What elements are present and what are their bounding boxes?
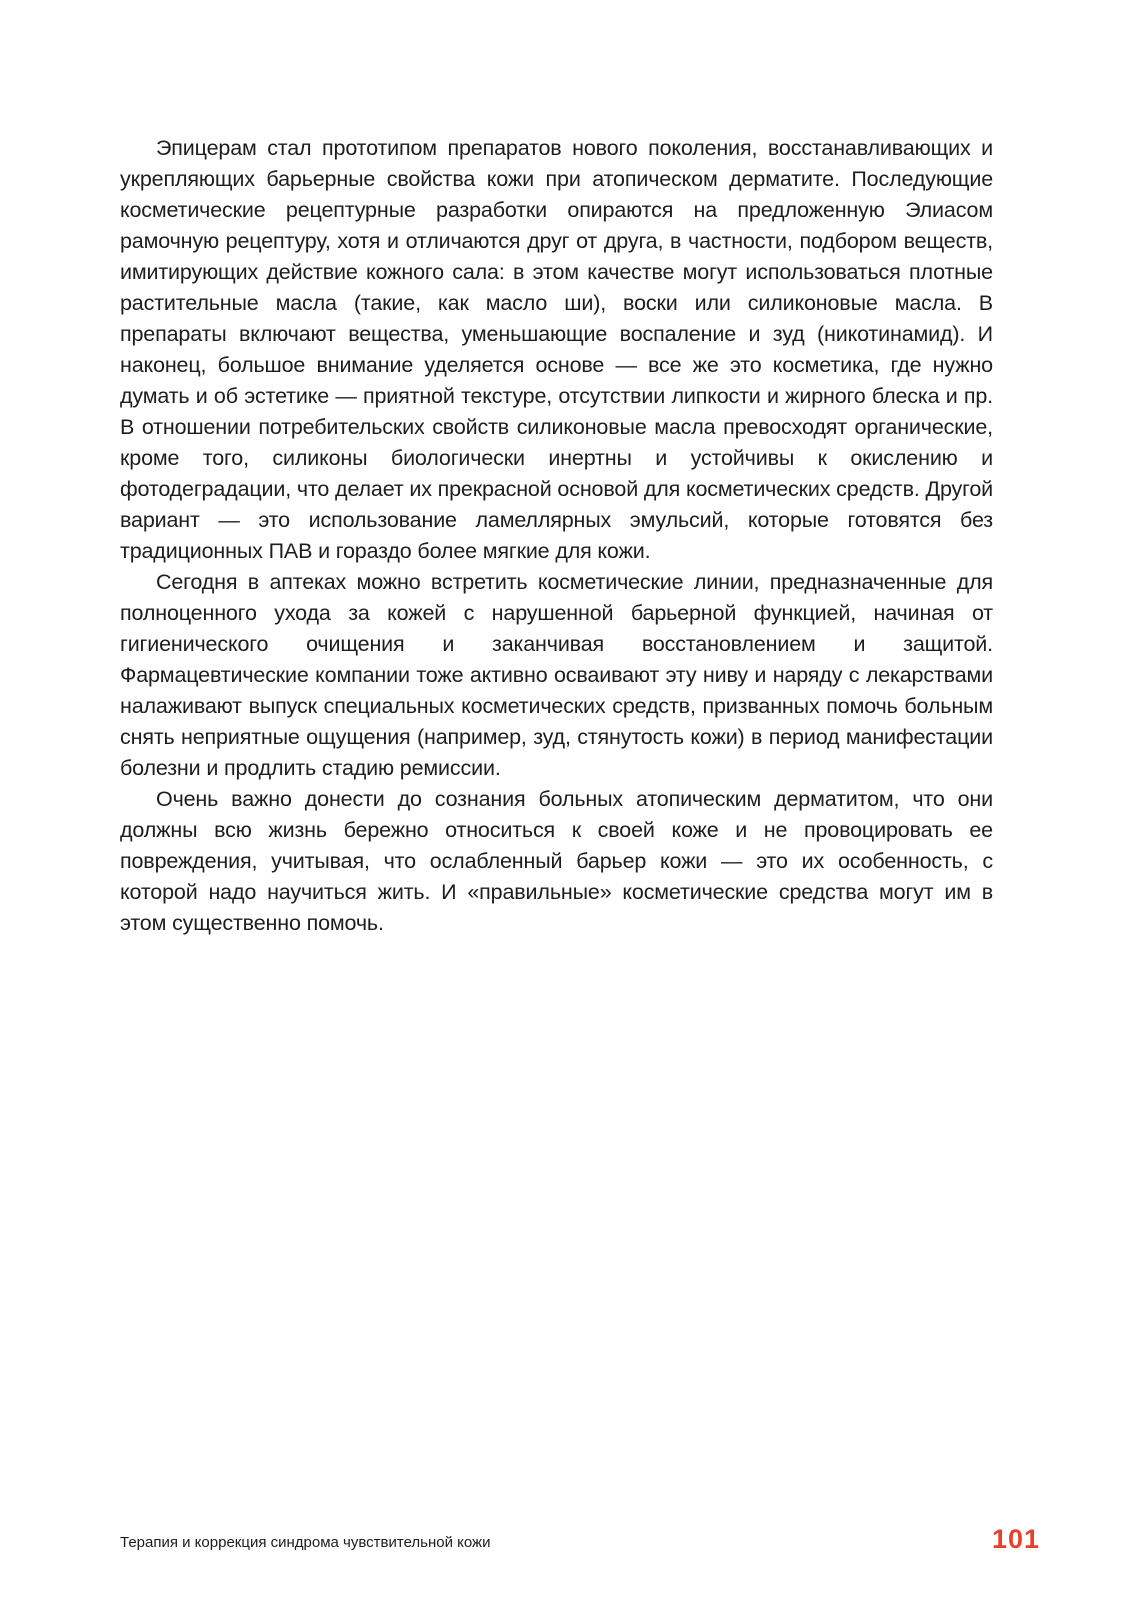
page-number: 101 <box>991 1524 1040 1554</box>
paragraph-3: Очень важно донести до сознания больных атопическим дерматитом, что они должны всю жизнь бережно относиться к своей коже и не провоцировать ее повреждения, учитывая, что ослабленный барьер кожи — это их особенность, с которой надо научиться жить. И «правильные» косметические средства могут им в этом существенно помочь. <box>120 787 993 935</box>
running-footer-title: Терапия и коррекция синдрома чувствительной кожи <box>120 1534 491 1551</box>
paragraph-1: Эпицерам стал прототипом препаратов нового поколения, восстанавливающих и укрепляющих барьерные свойства кожи при атопическом дерматите. Последующие косметические рецептурные разработки опираются на предложенную Элиасом рамочную рецептуру, хотя и отличаются друг от друга, в частности, подбором веществ, имитирующих действие кожного сала: в этом качестве могут использоваться плотные растительные масла (такие, как масло ши), воски или силиконовые масла. В препараты включают вещества, уменьшающие воспаление и зуд (никотинамид). И наконец, большое внимание уделяется основе — все же это косметика, где нужно думать и об эстетике — приятной текстуре, отсутствии липкости и жирного блеска и пр. В отношении потребительских свойств силиконовые масла превосходят органические, кроме того, силиконы биологически инертны и устойчивы к окислению и фотодеградации, что делает их прекрасной основой для косметических средств. Другой вариант — это использование ламеллярных эмульсий, которые готовятся без традиционных ПАВ и гораздо более мягкие для кожи. <box>120 136 993 563</box>
paragraph-2: Сегодня в аптеках можно встретить косметические линии, предназначенные для полноценного ухода за кожей с нарушенной барьерной функцией, начиная от гигиенического очищения и заканчивая восстановлением и защитой. Фармацевтические компании тоже активно осваивают эту ниву и наряду с лекарствами налаживают выпуск специальных косметических средств, призванных помочь больным снять неприятные ощущения (например, зуд, стянутость кожи) в период манифестации болезни и продлить стадию ремиссии. <box>120 570 993 780</box>
main-text <box>120 133 993 939</box>
